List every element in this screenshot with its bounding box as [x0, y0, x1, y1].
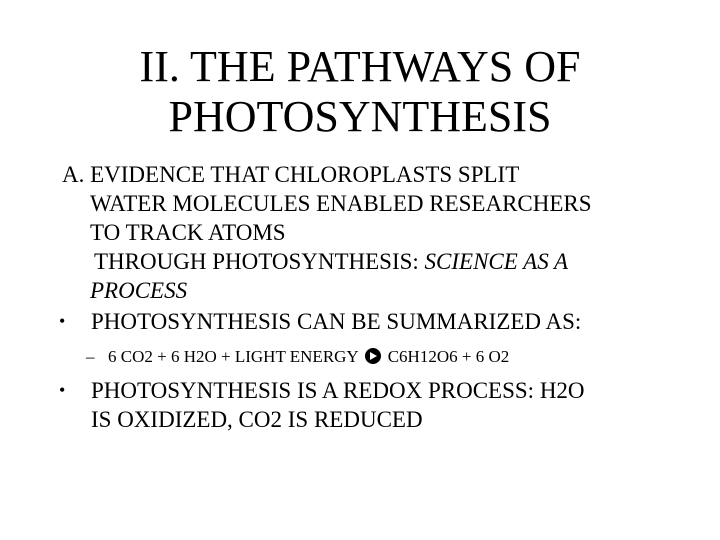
bullet-item-redox-line-2: IS OXIDIZED, CO2 IS REDUCED: [91, 407, 423, 432]
paragraph-a-line-4-italic: SCIENCE AS A: [424, 249, 569, 274]
paragraph-a-line-3: TO TRACK ATOMS: [90, 220, 286, 245]
slide-body: [59, 160, 682, 434]
paragraph-a-line-4: [62, 247, 682, 276]
paragraph-a-line-2: WATER MOLECULES ENABLED RESEARCHERS: [90, 191, 592, 216]
bullet-item-summary-text: PHOTOSYNTHESIS CAN BE SUMMARIZED AS:: [91, 309, 582, 334]
dash-icon: –: [86, 347, 95, 366]
sub-item-equation: [62, 346, 682, 368]
arrow-right-circle-icon: [365, 348, 381, 364]
paragraph-a-line-1: A. EVIDENCE THAT CHLOROPLASTS SPLIT: [62, 162, 520, 187]
bullet-icon: •: [59, 311, 66, 331]
equation-products: C6H12O6 + 6 O2: [387, 347, 510, 366]
paragraph-a: [62, 160, 682, 305]
slide-title: [60, 42, 660, 142]
bullet-icon: •: [59, 380, 66, 400]
paragraph-a-line-5-italic: PROCESS: [90, 278, 188, 303]
bullet-item-redox: [59, 376, 682, 434]
title-line-1: II. THE PATHWAYS OF: [139, 42, 581, 91]
bullet-item-summary: [59, 307, 682, 336]
bullet-item-redox-line-1: PHOTOSYNTHESIS IS A REDOX PROCESS: H2O: [91, 378, 585, 403]
paragraph-a-line-4-text: THROUGH PHOTOSYNTHESIS:: [94, 249, 425, 274]
equation-reactants: 6 CO2 + 6 H2O + LIGHT ENERGY: [108, 347, 359, 366]
title-line-2: PHOTOSYNTHESIS: [168, 92, 552, 141]
paragraph-a-line-5: [62, 276, 682, 305]
